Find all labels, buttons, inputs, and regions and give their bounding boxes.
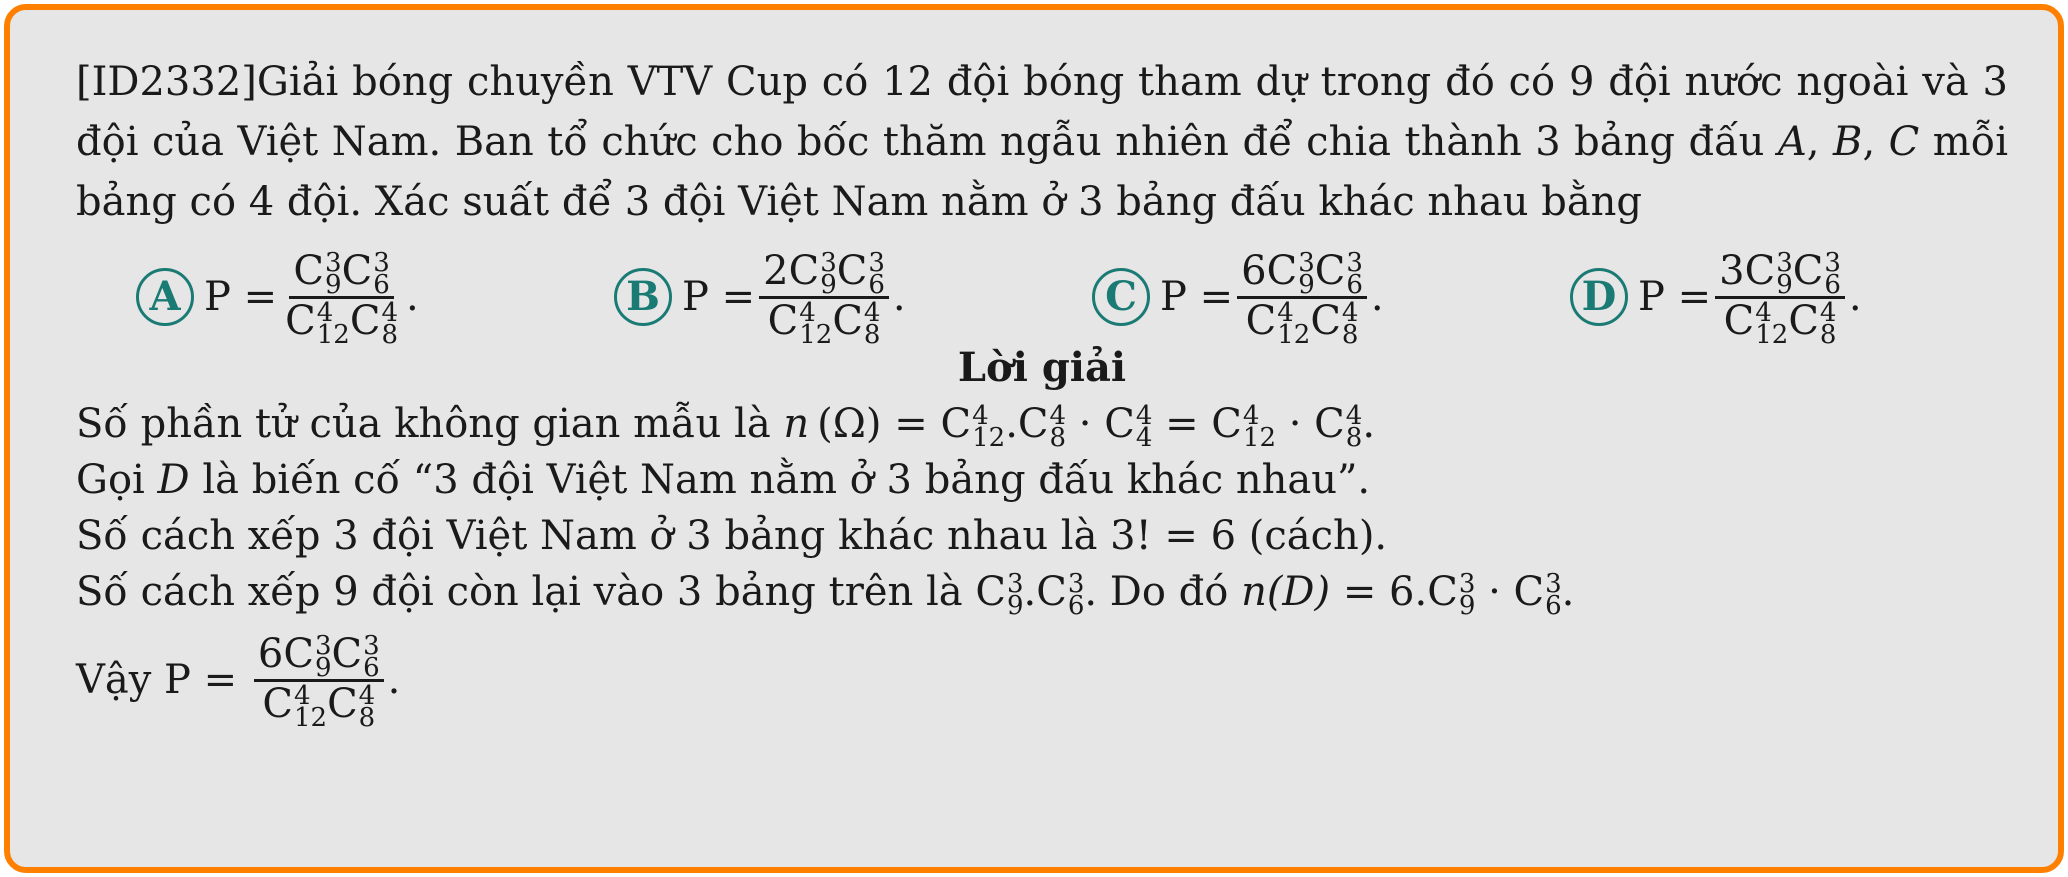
choice-b-fraction: 2C 3 9 C 3 6 C 4 12 C 4 8 bbox=[759, 249, 889, 346]
choice-d-badge[interactable]: D bbox=[1570, 268, 1628, 326]
choice-c-fraction: 6C 3 9 C 3 6 C 4 12 C 4 8 bbox=[1237, 249, 1367, 346]
choice-d-fraction: 3C 3 9 C 3 6 C 4 12 C 4 8 bbox=[1715, 249, 1845, 346]
choice-b[interactable]: B P = 2C 3 9 C 3 6 C 4 12 C 4 8 . bbox=[614, 232, 906, 362]
question-card bbox=[4, 4, 2064, 873]
conclusion-fraction: 6C 3 9 C 3 6 C 4 12 C 4 8 bbox=[254, 632, 384, 729]
solution-title: Lời giải bbox=[957, 344, 1127, 391]
choice-a-badge[interactable]: A bbox=[136, 268, 194, 326]
solution-line-2: Gọi D là biến cố “3 đội Việt Nam nằm ở 3 bảng đấu khác nhau”. bbox=[76, 457, 1371, 503]
choice-d[interactable]: D P = 3C 3 9 C 3 6 C 4 12 C 4 8 . bbox=[1570, 232, 1862, 362]
choice-b-badge[interactable]: B bbox=[614, 268, 672, 326]
choice-a-fraction: C 3 9 C 3 6 C 4 12 C 4 8 bbox=[285, 247, 399, 350]
solution-line-1: Số phần tử của không gian mẫu là n (Ω) = C 4 12 .C 4 8 · C 4 4 = C 4 12 · C 4 8 . bbox=[76, 401, 1376, 453]
problem-id: [ID2332] bbox=[76, 59, 257, 105]
answer-choices bbox=[76, 232, 2008, 362]
solution-line-3: Số cách xếp 3 đội Việt Nam ở 3 bảng khác nhau là 3! = 6 (cách). bbox=[76, 513, 1388, 559]
choice-a[interactable]: A P = C 3 9 C 3 6 C 4 12 C 4 8 . bbox=[136, 232, 419, 362]
problem-statement: [ID2332]Giải bóng chuyền VTV Cup có 12 đội bóng tham dự trong đó có 9 đội nước ngoài và 3 đội của Việt Nam. Ban tổ chức cho bốc thăm ngẫu nhiên để chia thành 3 bảng đấu A, B, C mỗi bảng có 4 đội. Xác suất để 3 đội Việt Nam nằm ở 3 bảng đấu khác nhau bằng bbox=[76, 59, 2008, 225]
solution-conclusion: Vậy P = 6C 3 9 C 3 6 C 4 12 C 4 8 . bbox=[76, 630, 401, 733]
content bbox=[76, 52, 2008, 740]
choice-c[interactable]: C P = 6C 3 9 C 3 6 C 4 12 C 4 8 . bbox=[1092, 232, 1384, 362]
solution-line-4: Số cách xếp 9 đội còn lại vào 3 bảng trên là C 3 9 .C 3 6 . Do đó n(D) = 6.C 3 9 · C 3 6 . bbox=[76, 569, 1575, 621]
choice-c-badge[interactable]: C bbox=[1092, 268, 1150, 326]
